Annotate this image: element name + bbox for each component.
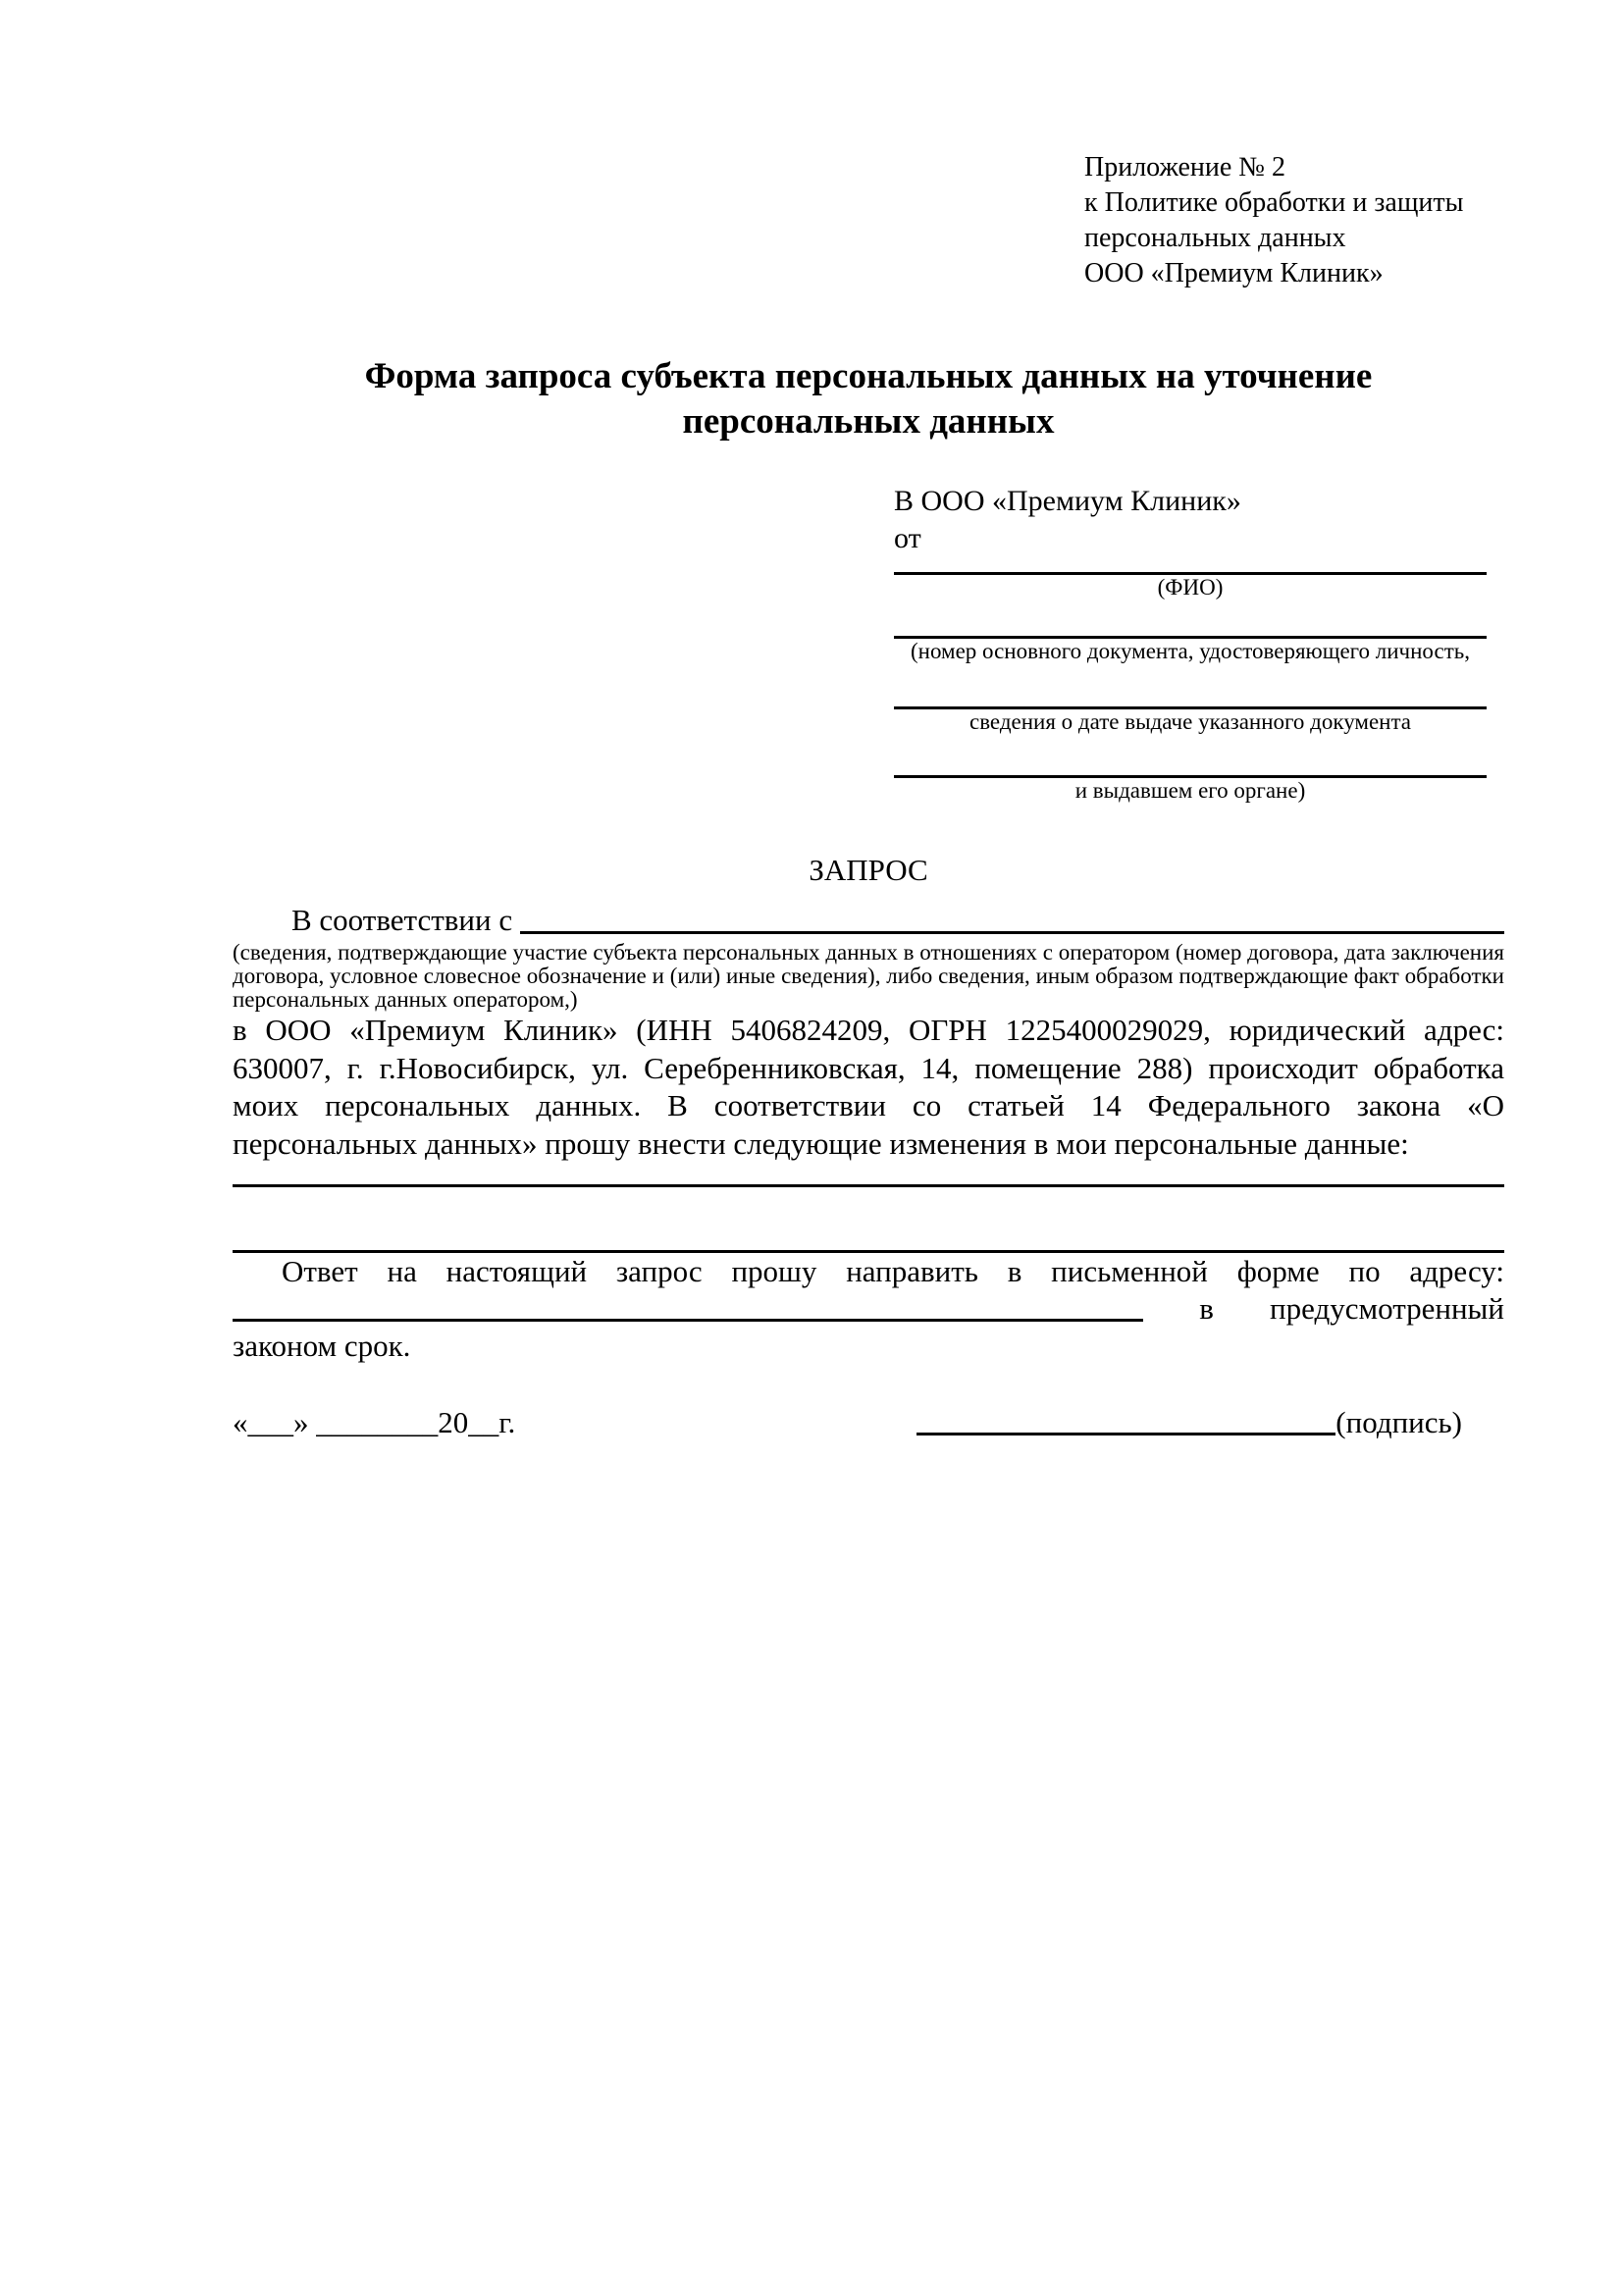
fio-caption: (ФИО) bbox=[1157, 575, 1224, 600]
reply-word-due: предусмотренный bbox=[1270, 1291, 1504, 1326]
request-heading: ЗАПРОС bbox=[809, 853, 928, 887]
reply-paragraph: Ответ на настоящий запрос прошу направить в письменной форме по адресу: bbox=[282, 1254, 1504, 1288]
signature-caption: (подпись) bbox=[1335, 1405, 1462, 1439]
document-number-caption: (номер основного документа, удостоверяющего личность, bbox=[910, 639, 1470, 663]
page-title-line: Форма запроса субъекта персональных данных на уточнение bbox=[364, 356, 1373, 396]
signature-write-line bbox=[916, 1404, 1335, 1435]
addressee-to: В ООО «Премиум Клиник» bbox=[894, 485, 1241, 517]
changes-write-line-1 bbox=[233, 1163, 1504, 1187]
issue-date-write-line bbox=[894, 664, 1487, 709]
accordance-row bbox=[233, 902, 1504, 939]
reply-word-in: в bbox=[1199, 1291, 1214, 1326]
fio-write-line bbox=[894, 557, 1487, 575]
body-paragraph: в ООО «Премиум Клиник» (ИНН 5406824209, ОГРН 1225400029029, юридический адрес: 630007, г. г.Новосибирск, ул. Серебренниковская, 14, помещение 288) происходит обработка моих персональных данных. В соответствии со статьей 14 Федерального закона «О персональных данных» прошу внести следующие изменения в мои персональные данные: bbox=[233, 1013, 1504, 1161]
reply-tail: законом срок. bbox=[233, 1329, 411, 1363]
date-line: «___» ________20__г. bbox=[233, 1405, 516, 1439]
addressee-from: от bbox=[894, 522, 921, 554]
addressee-block bbox=[894, 483, 1487, 804]
appendix-header bbox=[1084, 150, 1516, 291]
date-signature-row bbox=[233, 1404, 1504, 1441]
accordance-note: (сведения, подтверждающие участие субъекта персональных данных в отношениях с оператором (номер договора, дата заключения договора, условное словесное обозначение и (или) иные сведения), либо сведения, иным образом подтверждающие факт обработки персональных данных оператором,) bbox=[233, 940, 1504, 1012]
accordance-write-line bbox=[520, 902, 1504, 934]
changes-write-line-2 bbox=[233, 1187, 1504, 1253]
page-title-line: персональных данных bbox=[682, 401, 1055, 442]
appendix-line: ООО «Премиум Клиник» bbox=[1084, 258, 1384, 288]
issuing-authority-caption: и выдавшем его органе) bbox=[1074, 778, 1306, 803]
issuing-authority-write-line bbox=[894, 735, 1487, 778]
accordance-prefix: В соответствии с bbox=[291, 903, 513, 937]
document-number-write-line bbox=[894, 600, 1487, 639]
appendix-line: Приложение № 2 bbox=[1084, 152, 1285, 183]
address-write-line bbox=[233, 1319, 1143, 1322]
reply-address-row bbox=[233, 1290, 1504, 1328]
appendix-line: персональных данных bbox=[1084, 223, 1346, 253]
page-title bbox=[233, 354, 1504, 444]
issue-date-caption: сведения о дате выдаче указанного документа bbox=[969, 709, 1412, 734]
signature-group bbox=[916, 1404, 1462, 1441]
appendix-line: к Политике обработки и защиты bbox=[1084, 187, 1464, 218]
